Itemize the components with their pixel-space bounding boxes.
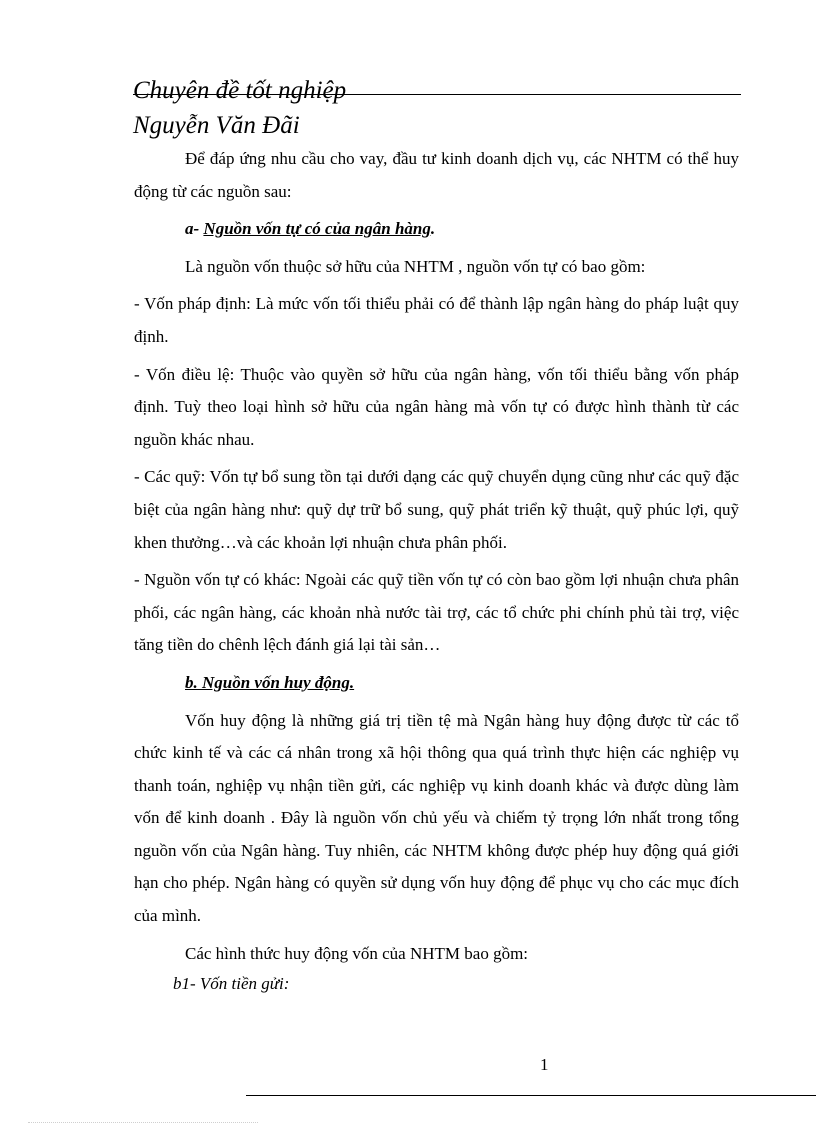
section-b-heading — [185, 667, 739, 700]
page-number: 1 — [540, 1055, 549, 1074]
document-body — [134, 143, 739, 1001]
section-b-forms: Các hình thức huy động vốn của NHTM bao gồm: — [185, 943, 529, 963]
bullet-von-phap-dinh: - Vốn pháp định: Là mức vốn tối thiểu phải có để thành lập ngân hàng do pháp luật quy định. — [134, 294, 739, 346]
header-rule — [133, 94, 741, 95]
footer-rule — [246, 1095, 816, 1096]
section-a-heading — [185, 213, 739, 246]
bullet-cac-quy: - Các quỹ: Vốn tự bổ sung tồn tại dưới dạng các quỹ chuyển dụng cũng như các quỹ đặc biệt của ngân hàng như: quỹ dự trữ bổ sung, quỹ phát triển kỹ thuật, quỹ phúc lợi, quỹ khen thưởng…và các khoản lợi nhuận chưa phân phối. — [134, 467, 739, 552]
bullet-von-tu-co-khac: - Nguồn vốn tự có khác: Ngoài các quỹ tiền vốn tự có còn bao gồm lợi nhuận chưa phân phối, các ngân hàng, các khoản nhà nước tài trợ, các tổ chức phi chính phủ tài trợ, việc tăng tiền do chênh lệch đánh giá lại tài sản… — [134, 570, 739, 655]
author-name: Nguyễn Văn Đãi — [133, 112, 300, 139]
section-a-title: Nguồn vốn tự có của ngân hàng — [203, 219, 431, 239]
section-a-suffix: . — [430, 219, 436, 239]
section-a-prefix: a- — [185, 219, 200, 239]
section-b-title: b. Nguồn vốn huy động. — [185, 672, 355, 692]
bullet-von-dieu-le: - Vốn điều lệ: Thuộc vào quyền sở hữu của ngân hàng, vốn tối thiểu bằng vốn pháp định. Tuỳ theo loại hình sở hữu của ngân hàng mà vốn tự có được hình thành từ các nguồn khác nhau. — [134, 364, 739, 449]
section-a-intro: Là nguồn vốn thuộc sở hữu của NHTM , nguồn vốn tự có bao gồm: — [185, 256, 646, 276]
document-title: Chuyên đề tốt nghiệp — [133, 77, 347, 104]
section-b1-heading: b1- Vốn tiền gửi: — [173, 974, 290, 994]
intro-paragraph: Để đáp ứng nhu cầu cho vay, đầu tư kinh doanh dịch vụ, các NHTM có thể huy động từ các nguồn sau: — [134, 149, 739, 201]
section-b-paragraph: Vốn huy động là những giá trị tiền tệ mà Ngân hàng huy động được từ các tổ chức kinh tế và các cá nhân trong xã hội thông qua quá trình thực hiện các nghiệp vụ thanh toán, nghiệp vụ nhận tiền gửi, các nghiệp vụ kinh doanh khác và được dùng làm vốn để kinh doanh . Đây là nguồn vốn chủ yếu và chiếm tỷ trọng lớn nhất trong tổng nguồn vốn của Ngân hàng. Tuy nhiên, các NHTM không được phép huy động quá giới hạn cho phép. Ngân hàng có quyền sử dụng vốn huy động để phục vụ cho các mục đích của mình. — [134, 710, 739, 926]
